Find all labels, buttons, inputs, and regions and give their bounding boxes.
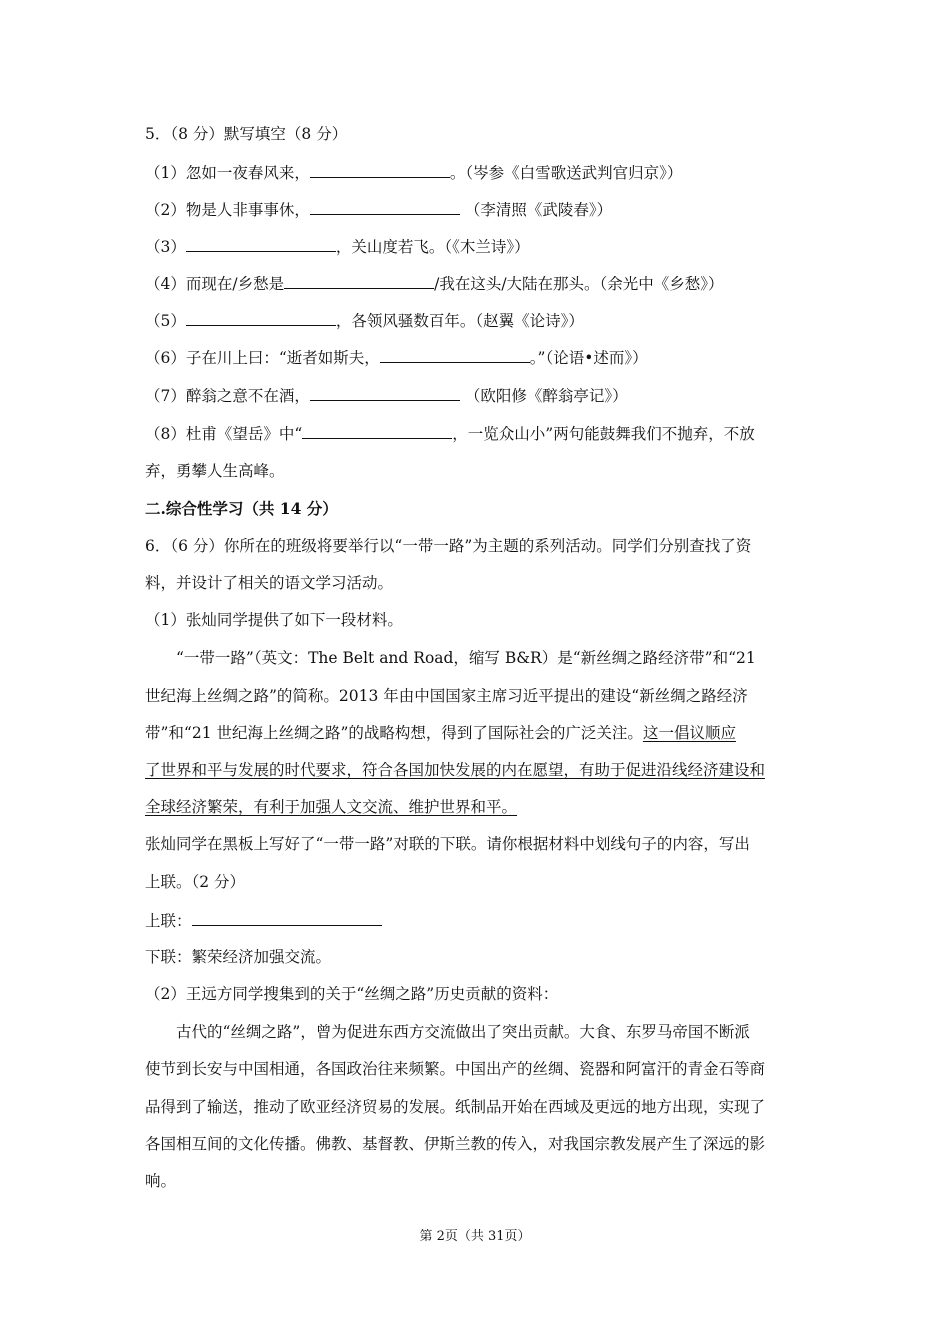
q5-item-3: （3） ，关山度若飞。（《木兰诗》） bbox=[145, 238, 530, 256]
material2-line-2: 使节到长安与中国相通，各国政治往来频繁。中国出产的丝绸、瓷器和阿富汗的青金石等商 bbox=[145, 1060, 766, 1078]
material2-line-1: 古代的“丝绸之路”，曾为促进东西方交流做出了突出贡献。大食、东罗马帝国不断派 bbox=[176, 1023, 750, 1041]
lower-couplet: 下联：繁荣经济加强交流。 bbox=[145, 948, 332, 966]
q5-item-8-cont: 弃，勇攀人生高峰。 bbox=[145, 462, 285, 480]
material2-line-3: 品得到了输送，推动了欧亚经济贸易的发展。纸制品开始在西域及更远的地方出现，实现了 bbox=[145, 1098, 766, 1116]
answer-blank[interactable] bbox=[284, 273, 434, 289]
q6-sub-2: （2）王远方同学搜集到的关于“丝绸之路”历史贡献的资料： bbox=[145, 985, 559, 1003]
answer-blank[interactable] bbox=[310, 162, 450, 178]
q5-item-6: （6）子在川上曰：“逝者如斯夫， 。”（论语•述而》） bbox=[145, 349, 648, 367]
task-line-2: 上联。（2 分） bbox=[145, 873, 246, 891]
q5-item-2: （2）物是人非事事休， （李清照《武陵春》） bbox=[145, 201, 613, 219]
underlined-sentence: 这一倡议顺应 bbox=[642, 724, 736, 742]
answer-blank[interactable] bbox=[302, 423, 452, 439]
q5-item-1: （1）忽如一夜春风来， 。（岑参《白雪歌送武判官归京》） bbox=[145, 164, 683, 182]
upper-couplet-blank[interactable] bbox=[192, 910, 382, 926]
q5-item-7: （7）醉翁之意不在酒， （欧阳修《醉翁亭记》） bbox=[145, 387, 628, 405]
answer-blank[interactable] bbox=[186, 310, 336, 326]
answer-blank[interactable] bbox=[310, 199, 460, 215]
material-line-5: 全球经济繁荣，有利于加强人文交流、维护世界和平。 bbox=[145, 798, 518, 816]
q6-line-2: 料，并设计了相关的语文学习活动。 bbox=[145, 574, 394, 592]
material-line-2: 世纪海上丝绸之路”的简称。2013 年由中国国家主席习近平提出的建设“新丝绸之路经济 bbox=[145, 687, 748, 705]
section-heading: 二.综合性学习（共 14 分） bbox=[145, 499, 338, 518]
q6-sub-1: （1）张灿同学提供了如下一段材料。 bbox=[145, 611, 403, 629]
task-line-1: 张灿同学在黑板上写好了“一带一路”对联的下联。请你根据材料中划线句子的内容，写出 bbox=[145, 835, 750, 853]
q5-item-8: （8）杜甫《望岳》中“ ，一览众山小”两句能鼓舞我们不抛弃，不放 bbox=[145, 425, 755, 443]
material2-line-4: 各国相互间的文化传播。佛教、基督教、伊斯兰教的传入，对我国宗教发展产生了深远的影 bbox=[145, 1135, 766, 1153]
answer-blank[interactable] bbox=[186, 236, 336, 252]
q6-line-1: 6．（6 分）你所在的班级将要举行以“一带一路”为主题的系列活动。同学们分别查找了资 bbox=[145, 537, 752, 555]
material2-line-5: 响。 bbox=[145, 1172, 177, 1190]
page-footer: 第 2页（共 31页） bbox=[419, 1229, 531, 1244]
material-line-4: 了世界和平与发展的时代要求，符合各国加快发展的内在愿望，有助于促进沿线经济建设和 bbox=[145, 761, 766, 779]
q5-title: 5．（8 分）默写填空（8 分） bbox=[145, 125, 348, 143]
upper-couplet: 上联： bbox=[145, 910, 810, 931]
answer-blank[interactable] bbox=[380, 347, 530, 363]
material-line-3: 带”和“21 世纪海上丝绸之路”的战略构想，得到了国际社会的广泛关注。这一倡议顺应 bbox=[145, 724, 736, 742]
answer-blank[interactable] bbox=[310, 385, 460, 401]
material-line-1: “一带一路”（英文：The Belt and Road，缩写 B&R）是“新丝绸之路经济带”和“21 bbox=[176, 649, 756, 667]
q5-item-4: （4）而现在/乡愁是 /我在这头/大陆在那头。（余光中《乡愁》） bbox=[145, 275, 724, 293]
q5-item-5: （5） ，各领风骚数百年。（赵翼《论诗》） bbox=[145, 312, 584, 330]
